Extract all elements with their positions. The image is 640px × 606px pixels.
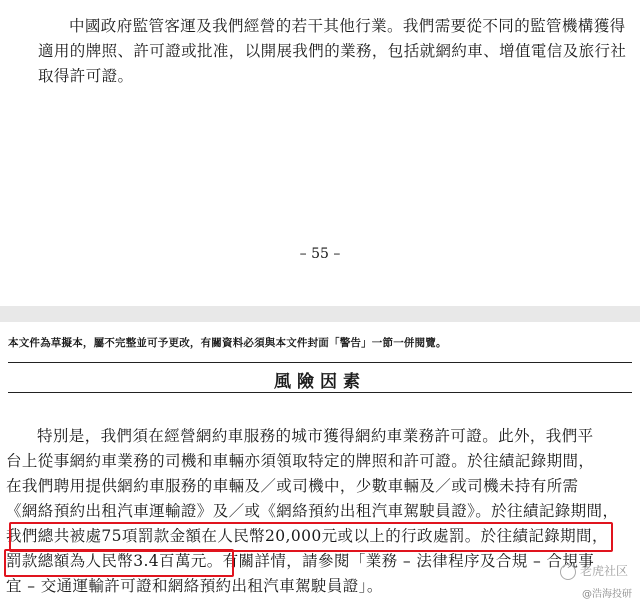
draft-notice: 本文件為草擬本，屬不完整並可予更改，有關資料必須與本文件封面「警告」一節一併閱覽。 [8, 337, 447, 349]
risk-paragraph-line: 特別是，我們須在經營網約車服務的城市獲得網約車業務許可證。此外，我們平 [37, 427, 594, 445]
watermark [560, 562, 628, 580]
upper-paragraph-line: 取得許可證。 [38, 67, 134, 85]
watermark-text: 老虎社区 [579, 564, 628, 578]
upper-paragraph-line: 適用的牌照、許可證或批准，以開展我們的業務，包括就網約車、增值電信及旅行社 [38, 42, 627, 60]
watermark-subtext: @浩海投研 [582, 589, 632, 600]
page-number: – 55 – [299, 246, 341, 262]
section-title-rule-top [8, 362, 632, 363]
risk-paragraph-line: 罰款總額為人民幣3.4百萬元。有關詳情，請參閱「業務 – 法律程序及合規 – 合規事 [6, 552, 595, 570]
section-title-rule-bottom [8, 392, 632, 393]
upper-paragraph-line: 中國政府監管客運及我們經營的若干其他行業。我們需要從不同的監管機構獲得 [69, 17, 626, 35]
tiger-logo-icon [560, 564, 576, 580]
risk-paragraph-line: 我們總共被處75項罰款金額在人民幣20,000元或以上的行政處罰。於往績記錄期間， [6, 527, 608, 545]
highlight-box-penalty-count [9, 522, 613, 552]
page-separator [0, 306, 640, 322]
upper-paragraph [38, 14, 626, 89]
risk-paragraph-line: 在我們聘用提供網約車服務的車輛及／或司機中，少數車輛及／或司機未持有所需 [6, 477, 579, 495]
risk-paragraph-line: 台上從事網約車業務的司機和車輛亦須領取特定的牌照和許可證。於往績記錄期間， [6, 452, 595, 470]
section-title: 風險因素 [274, 372, 366, 392]
risk-paragraph-line: 《網絡預約出租汽車運輸證》及／或《網絡預約出租汽車駕駛員證》。於往績記錄期間， [6, 502, 619, 520]
highlight-box-penalty-total [4, 549, 234, 577]
risk-paragraph-line: 宜 – 交通運輸許可證和網絡預約出租汽車駕駛員證」。 [6, 577, 383, 595]
